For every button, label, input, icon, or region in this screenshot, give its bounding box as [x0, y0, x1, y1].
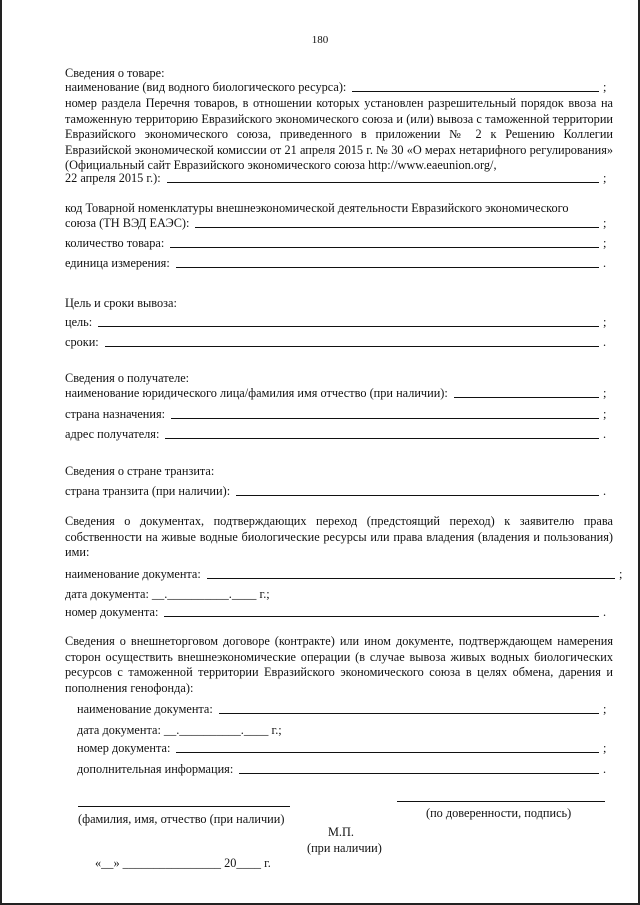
contract-doc-number-line[interactable] — [176, 752, 599, 753]
fio-signature-line[interactable] — [78, 806, 290, 807]
purpose-heading: Цель и сроки вывоза: — [65, 296, 177, 310]
signature-date-field[interactable]: «__» ________________ 20____ г. — [95, 856, 271, 870]
ownership-doc-name-line[interactable] — [207, 578, 615, 579]
contract-doc-number-label: номер документа: — [77, 741, 171, 755]
sign-caption: (по доверенности, подпись) — [426, 806, 572, 820]
goods-code-line[interactable] — [195, 227, 599, 228]
transit-country-line[interactable] — [236, 495, 599, 496]
goods-heading: Сведения о товаре: — [65, 66, 165, 80]
recipient-address-line[interactable] — [165, 438, 599, 439]
ownership-doc-number-field[interactable]: номер документа: . — [65, 605, 607, 619]
goods-code-text: код Товарной номенклатуры внешнеэкономической деятельности Евразийского экономического — [65, 201, 569, 215]
contract-extra-field[interactable]: дополнительная информация: . — [77, 762, 607, 776]
ownership-text: Сведения о документах, подтверждающих переход (предстоящий переход) к заявителю права собственности на живые водные биологические ресурсы или права владения (владения и пользования) ими: — [65, 514, 613, 560]
goods-qty-label: количество товара: — [65, 236, 165, 250]
contract-doc-number-field[interactable]: номер документа: ; — [77, 741, 607, 755]
recipient-country-field[interactable]: страна назначения: ; — [65, 407, 607, 421]
goods-qty-line[interactable] — [170, 247, 599, 248]
recipient-name-line[interactable] — [454, 397, 599, 398]
goods-code-last: союза (ТН ВЭД ЕАЭС): — [65, 216, 190, 230]
purpose-terms-field[interactable]: сроки: . — [65, 335, 607, 349]
purpose-goal-line[interactable] — [98, 326, 599, 327]
ownership-doc-number-line[interactable] — [164, 616, 599, 617]
recipient-country-label: страна назначения: — [65, 407, 166, 421]
recipient-address-field[interactable]: адрес получателя: . — [65, 427, 607, 441]
goods-name-field[interactable]: наименование (вид водного биологического ресурса): ; — [65, 80, 607, 94]
purpose-terms-label: сроки: — [65, 335, 99, 349]
page-number: 180 — [311, 34, 329, 46]
goods-name-label: наименование (вид водного биологического ресурса): — [65, 80, 347, 94]
recipient-address-label: адрес получателя: — [65, 427, 160, 441]
recipient-heading: Сведения о получателе: — [65, 371, 190, 385]
transit-heading: Сведения о стране транзита: — [65, 464, 215, 478]
recipient-name-label: наименование юридического лица/фамилия имя отчество (при наличии): — [65, 386, 448, 400]
ownership-doc-name-label: наименование документа: — [65, 567, 201, 581]
goods-unit-line[interactable] — [176, 267, 599, 268]
goods-section-field[interactable]: 22 апреля 2015 г.): ; — [65, 171, 607, 185]
contract-doc-date-field[interactable]: дата документа: __.__________.____ г.; — [77, 723, 282, 737]
purpose-goal-field[interactable]: цель: ; — [65, 315, 607, 329]
goods-name-line[interactable] — [352, 91, 599, 92]
stamp-label: М.П. — [328, 825, 354, 839]
purpose-goal-label: цель: — [65, 315, 93, 329]
contract-doc-name-label: наименование документа: — [77, 702, 213, 716]
contract-doc-name-line[interactable] — [219, 713, 599, 714]
goods-section-last: 22 апреля 2015 г.): — [65, 171, 161, 185]
sign-signature-line[interactable] — [397, 801, 605, 802]
recipient-name-field[interactable]: наименование юридического лица/фамилия имя отчество (при наличии): ; — [65, 386, 607, 400]
goods-section-text: номер раздела Перечня товаров, в отношении которых установлен разрешительный порядок ввоза на таможенную территорию Евразийского экономического союза и (или) вывоза с таможенной территории Евразийского экономического союза, приведенного в приложении № 2 к Решению Коллегии Евразийской экономической комиссии от 21 апреля 2015 г. № 30 «О мерах нетарифного регулирования» (Официальный сайт Евразийского экономического союза http://www.eaeunion.org/, — [65, 96, 613, 173]
contract-extra-label: дополнительная информация: — [77, 762, 234, 776]
goods-code-field[interactable]: союза (ТН ВЭД ЕАЭС): ; — [65, 216, 607, 230]
contract-doc-name-field[interactable]: наименование документа: ; — [77, 702, 607, 716]
contract-text: Сведения о внешнеторговом договоре (контракте) или ином документе, подтверждающем намерения сторон осуществить внешнеэкономические операции (в случае вывоза живых водных биологических ресурсов с таможенной территории Евразийского экономического союза в целях обмена, дарения и пополнения генофонда): — [65, 634, 613, 695]
goods-unit-label: единица измерения: — [65, 256, 170, 270]
transit-country-field[interactable]: страна транзита (при наличии): . — [65, 484, 607, 498]
ownership-doc-name-field[interactable]: наименование документа: ; — [65, 567, 623, 581]
goods-unit-field[interactable]: единица измерения: . — [65, 256, 607, 270]
stamp-note: (при наличии) — [307, 841, 382, 855]
purpose-terms-line[interactable] — [105, 346, 599, 347]
recipient-country-line[interactable] — [171, 418, 599, 419]
transit-country-label: страна транзита (при наличии): — [65, 484, 231, 498]
ownership-doc-date-field[interactable]: дата документа: __.__________.____ г.; — [65, 587, 270, 601]
contract-extra-line[interactable] — [239, 773, 599, 774]
fio-caption: (фамилия, имя, отчество (при наличии) — [78, 812, 285, 826]
ownership-doc-number-label: номер документа: — [65, 605, 159, 619]
goods-section-line[interactable] — [167, 182, 599, 183]
goods-qty-field[interactable]: количество товара: ; — [65, 236, 607, 250]
